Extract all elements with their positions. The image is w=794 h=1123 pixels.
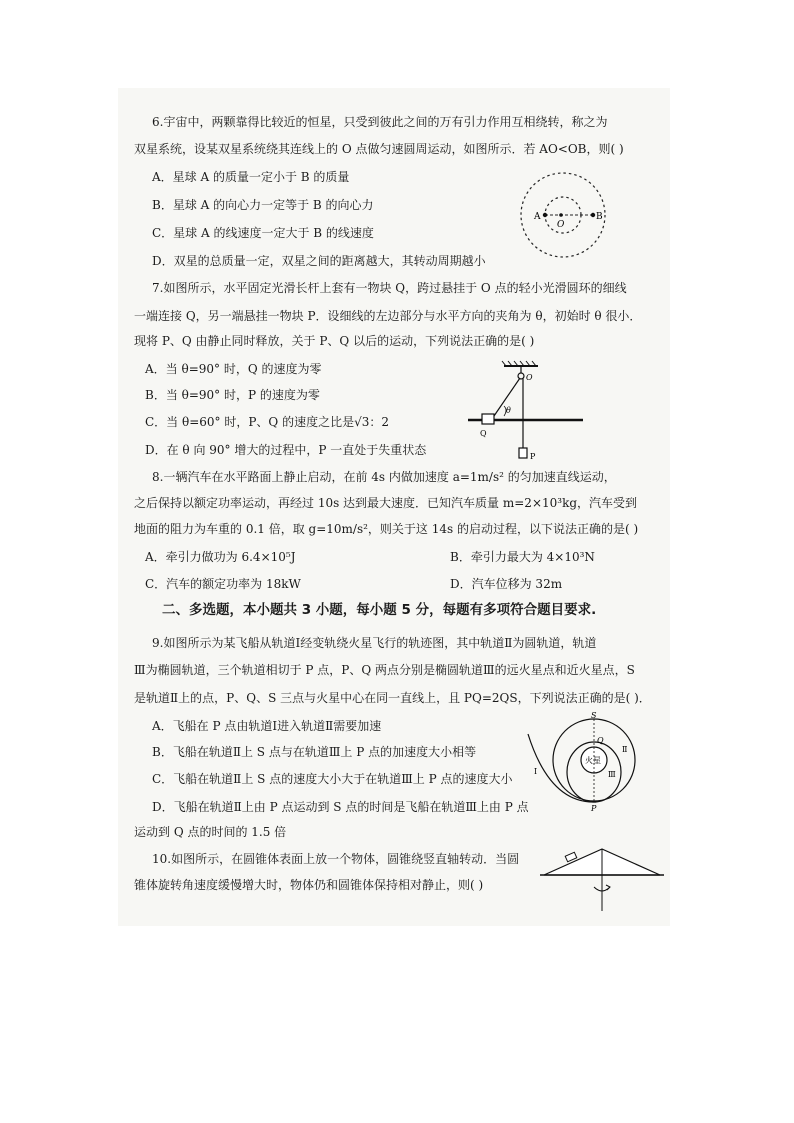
label-o: O xyxy=(557,220,565,230)
q7-option-b: B．当 θ=90° 时，P 的速度为零 xyxy=(145,388,320,402)
label-theta: θ xyxy=(506,406,511,415)
q6-option-d: D．双星的总质量一定，双星之间的距离越大，其转动周期越小 xyxy=(152,254,486,268)
q6-line-1: 6.宇宙中，两颗靠得比较近的恒星，只受到彼此之间的万有引力作用互相绕转，称之为 xyxy=(152,115,608,129)
q8-option-d: D．汽车位移为 32m xyxy=(450,577,563,591)
label-q: Q xyxy=(597,736,604,745)
object-on-cone xyxy=(565,852,577,862)
q6-option-b: B．星球 A 的向心力一定等于 B 的向心力 xyxy=(152,198,374,212)
q10-line-1: 10.如图所示，在圆锥体表面上放一个物体，圆锥绕竖直轴转动．当圆 xyxy=(152,852,520,866)
label-p: P xyxy=(530,452,536,461)
q6-option-c: C．星球 A 的线速度一定大于 B 的线速度 xyxy=(152,226,374,240)
label-a: A xyxy=(534,212,541,222)
pulley-rod-figure xyxy=(468,360,583,470)
q7-line-3: 现将 P、Q 由静止同时释放，关于 P、Q 以后的运动，下列说法正确的是( ) xyxy=(134,334,535,348)
section-2-heading: 二、多选题，本小题共 3 小题，每小题 5 分，每题有多项符合题目要求. xyxy=(162,602,597,618)
label-orbit-ii: Ⅱ xyxy=(622,745,628,754)
q8-line-1: 8.一辆汽车在水平路面上静止启动，在前 4s 内做加速度 a=1m/s² 的匀加速直线运动， xyxy=(152,470,616,484)
label-orbit-iii: Ⅲ xyxy=(608,770,616,779)
center-o xyxy=(559,213,563,217)
label-s: S xyxy=(591,711,597,720)
star-a xyxy=(543,213,547,217)
q9-option-c: C．飞船在轨道Ⅱ上 S 点的速度大小大于在轨道Ⅲ上 P 点的速度大小 xyxy=(152,772,513,786)
q10-line-2: 锥体旋转角速度缓慢增大时，物体仍和圆锥体保持相对静止，则( ) xyxy=(134,878,484,892)
q7-option-d: D．在 θ 向 90° 增大的过程中，P 一直处于失重状态 xyxy=(145,443,427,457)
q9-line-2: Ⅲ为椭圆轨道，三个轨道相切于 P 点，P、Q 两点分别是椭圆轨道Ⅲ的远火星点和近火星点，S xyxy=(134,663,635,677)
q6-option-a: A．星球 A 的质量一定小于 B 的质量 xyxy=(152,170,350,184)
q7-option-a: A．当 θ=90° 时，Q 的速度为零 xyxy=(145,362,322,376)
q8-line-2: 之后保持以额定功率运动，再经过 10s 达到最大速度．已知汽车质量 m=2×10³kg，汽车受到 xyxy=(134,496,638,510)
label-p: P xyxy=(591,804,597,813)
q6-line-2: 双星系统，设某双星系统绕其连线上的 O 点做匀速圆周运动，如图所示．若 AO<OB，则( ) xyxy=(134,142,624,156)
q9-option-d-continuation: 运动到 Q 点的时间的 1.5 倍 xyxy=(134,825,287,839)
q8-option-b: B．牵引力最大为 4×10³N xyxy=(450,550,595,564)
block-q xyxy=(482,414,494,424)
q9-option-a: A．飞船在 P 点由轨道Ⅰ进入轨道Ⅱ需要加速 xyxy=(152,719,382,733)
q9-option-d: D．飞船在轨道Ⅱ上由 P 点运动到 S 点的时间是飞船在轨道Ⅲ上由 P 点 xyxy=(152,800,529,814)
q7-line-2: 一端连接 Q，另一端悬挂一物块 P．设细线的左边部分与水平方向的夹角为 θ，初始时 θ 很小． xyxy=(134,309,642,323)
label-q: Q xyxy=(480,429,487,438)
block-p xyxy=(519,448,527,458)
q9-line-1: 9.如图所示为某飞船从轨道Ⅰ经变轨绕火星飞行的轨迹图，其中轨道Ⅱ为圆轨道，轨道 xyxy=(152,636,597,650)
q8-line-3: 地面的阻力为车重的 0.1 倍，取 g=10m/s²，则关于这 14s 的启动过程，以下说法正确的是( ) xyxy=(134,522,639,536)
label-b: B xyxy=(596,212,603,222)
q9-option-b: B．飞船在轨道Ⅱ上 S 点与在轨道Ⅲ上 P 点的加速度大小相等 xyxy=(152,745,477,759)
label-mars: 火星 xyxy=(585,756,601,765)
cone-figure xyxy=(540,845,665,915)
star-b xyxy=(591,213,595,217)
q8-option-a: A．牵引力做功为 6.4×10⁵J xyxy=(145,550,296,564)
q7-option-c: C．当 θ=60° 时，P、Q 的速度之比是√3：2 xyxy=(145,415,390,429)
q9-line-3: 是轨道Ⅱ上的点，P、Q、S 三点与火星中心在同一直线上，且 PQ=2QS，下列说法正确的是( )． xyxy=(134,691,651,705)
label-o: O xyxy=(526,373,533,382)
mars-orbit-figure xyxy=(522,712,642,812)
label-orbit-i: Ⅰ xyxy=(534,767,538,776)
binary-star-figure xyxy=(505,165,625,265)
q7-line-1: 7.如图所示，水平固定光滑长杆上套有一物块 Q，跨过悬挂于 O 点的轻小光滑圆环的细线 xyxy=(152,281,627,295)
q8-option-c: C．汽车的额定功率为 18kW xyxy=(145,577,301,591)
